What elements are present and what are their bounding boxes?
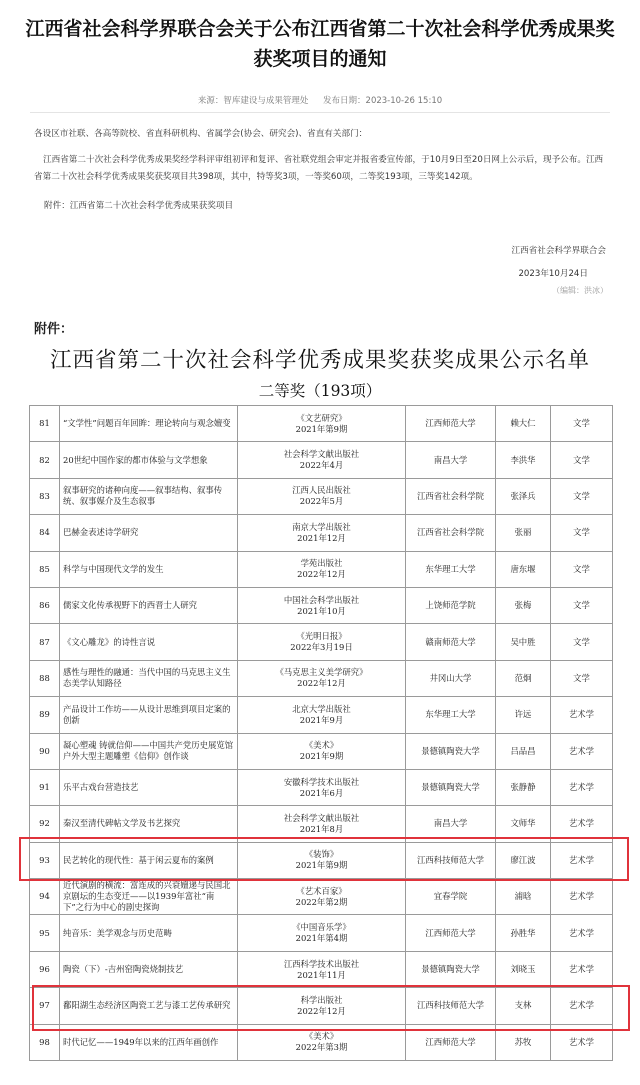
cell-author: 许远 xyxy=(496,697,551,733)
publication-name: 江西人民出版社 xyxy=(292,485,351,496)
table-row xyxy=(30,406,613,442)
cell-author: 刘晓玉 xyxy=(496,951,551,987)
table-row xyxy=(30,660,613,696)
table-row xyxy=(30,951,613,987)
cell-number: 90 xyxy=(30,733,60,769)
cell-title: 时代记忆——1949年以来的江西年画创作 xyxy=(60,1024,238,1060)
cell-title: 科学与中国现代文学的发生 xyxy=(60,551,238,587)
cell-unit: 上饶师范学院 xyxy=(406,587,496,623)
table-row xyxy=(30,697,613,733)
cell-discipline: 文学 xyxy=(551,442,613,478)
notice-body-line2: 省第二十次社会科学优秀成果奖获奖项目共398项，其中，特等奖3项，一等奖60项，二等奖193项，三等奖142项。 xyxy=(34,172,478,182)
publication-name: 学苑出版社 xyxy=(300,558,343,569)
cell-title: 乐平古戏台营造技艺 xyxy=(60,769,238,805)
publication-date: 2021年第9期 xyxy=(295,860,348,871)
cell-unit: 江西省社会科学院 xyxy=(406,478,496,514)
cell-unit: 景德镇陶瓷大学 xyxy=(406,733,496,769)
awards-table xyxy=(29,405,613,1061)
cell-author: 孙胜华 xyxy=(496,915,551,951)
cell-title: 近代演剧的横流：富连成的兴衰嬗递与民国北京剧坛的生态变迁——以1939年富社“南下”之行为中心的剧史探询 xyxy=(60,879,238,915)
table-row xyxy=(30,478,613,514)
cell-number: 82 xyxy=(30,442,60,478)
list-title: 江西省第二十次社会科学优秀成果奖获奖成果公示名单 xyxy=(49,348,590,373)
cell-unit: 井冈山大学 xyxy=(406,660,496,696)
table-row xyxy=(30,879,613,915)
salutation: 各设区市社联、各高等院校、省直科研机构、省属学会(协会、研究会)、省直有关部门： xyxy=(34,129,368,139)
section-title: 二等奖（193项） xyxy=(258,382,382,400)
publication-name: 《文艺研究》 xyxy=(296,412,347,423)
publication-name: 江西科学技术出版社 xyxy=(283,958,360,969)
cell-unit: 江西师范大学 xyxy=(406,1024,496,1060)
cell-number: 97 xyxy=(30,988,60,1024)
publication-name: 南京大学出版社 xyxy=(292,521,351,532)
table-row xyxy=(30,624,613,660)
cell-publication xyxy=(238,769,406,805)
cell-author: 浦晗 xyxy=(496,879,551,915)
cell-title: 叙事研究的诸种向度——叙事结构、叙事传统、叙事媒介及生态叙事 xyxy=(60,478,238,514)
cell-publication xyxy=(238,587,406,623)
publication-date: 2021年8月 xyxy=(299,823,344,834)
cell-unit: 景德镇陶瓷大学 xyxy=(406,951,496,987)
cell-discipline: 文学 xyxy=(551,478,613,514)
notice-body xyxy=(34,152,614,186)
cell-unit: 南昌大学 xyxy=(406,806,496,842)
publication-name: 《装饰》 xyxy=(304,849,339,860)
cell-unit: 南昌大学 xyxy=(406,442,496,478)
cell-number: 98 xyxy=(30,1024,60,1060)
cell-author: 张静静 xyxy=(496,769,551,805)
signature-date: 2023年10月24日 xyxy=(518,269,588,279)
article-meta xyxy=(0,94,640,106)
cell-title: 鄱阳湖生态经济区陶瓷工艺与漆工艺传承研究 xyxy=(60,988,238,1024)
cell-discipline: 文学 xyxy=(551,515,613,551)
table-row xyxy=(30,769,613,805)
cell-title: 巴赫金表述诗学研究 xyxy=(60,515,238,551)
cell-author: 支林 xyxy=(496,988,551,1024)
publication-date: 2021年6月 xyxy=(299,787,344,798)
cell-title: 20世纪中国作家的都市体验与文学想象 xyxy=(60,442,238,478)
cell-discipline: 艺术学 xyxy=(551,733,613,769)
highlight-box-row-97 xyxy=(32,985,630,1031)
cell-unit: 江西科技师范大学 xyxy=(406,988,496,1024)
cell-number: 88 xyxy=(30,660,60,696)
cell-discipline: 艺术学 xyxy=(551,1024,613,1060)
cell-number: 85 xyxy=(30,551,60,587)
cell-author: 张梅 xyxy=(496,587,551,623)
cell-number: 84 xyxy=(30,515,60,551)
table-row xyxy=(30,587,613,623)
cell-publication xyxy=(238,551,406,587)
cell-author: 吴中胜 xyxy=(496,624,551,660)
cell-title: 纯音乐：美学观念与历史范畴 xyxy=(60,915,238,951)
cell-discipline: 文学 xyxy=(551,624,613,660)
cell-number: 83 xyxy=(30,478,60,514)
publication-name: 《美术》 xyxy=(304,740,339,751)
publication-name: 北京大学出版社 xyxy=(292,703,351,714)
cell-author: 廖江波 xyxy=(496,842,551,878)
publication-name: 社会科学文献出版社 xyxy=(283,449,360,460)
cell-title: 凝心塑魂 铸就信仰——中国共产党历史展览馆户外大型主题雕塑《信仰》创作谈 xyxy=(60,733,238,769)
cell-title: 秦汉至清代碑帖文学及书艺探究 xyxy=(60,806,238,842)
publication-name: 《美术》 xyxy=(304,1031,339,1042)
cell-unit: 江西师范大学 xyxy=(406,406,496,442)
cell-unit: 景德镇陶瓷大学 xyxy=(406,769,496,805)
cell-number: 93 xyxy=(30,842,60,878)
cell-unit: 江西省社会科学院 xyxy=(406,515,496,551)
cell-discipline: 艺术学 xyxy=(551,951,613,987)
cell-author: 范炯 xyxy=(496,660,551,696)
cell-title: 民艺转化的现代性：基于闲云夏布的案例 xyxy=(60,842,238,878)
meta-divider xyxy=(30,112,610,113)
cell-publication xyxy=(238,697,406,733)
cell-discipline: 文学 xyxy=(551,587,613,623)
cell-discipline: 文学 xyxy=(551,406,613,442)
cell-publication xyxy=(238,733,406,769)
cell-title: 感性与理性的融通：当代中国的马克思主义生态美学认知路径 xyxy=(60,660,238,696)
cell-unit: 宜春学院 xyxy=(406,879,496,915)
cell-unit: 东华理工大学 xyxy=(406,697,496,733)
cell-publication xyxy=(238,915,406,951)
cell-discipline: 艺术学 xyxy=(551,806,613,842)
attachment-label: 附件： xyxy=(34,322,74,337)
source-label: 来源：智库建设与成果管理处 xyxy=(197,96,309,106)
publication-date: 2022年12月 xyxy=(297,569,346,580)
notice-title xyxy=(0,14,640,74)
cell-number: 89 xyxy=(30,697,60,733)
cell-publication xyxy=(238,624,406,660)
publication-date: 2021年第9期 xyxy=(295,423,348,434)
attachment-reference: 附件：江西省第二十次社会科学优秀成果获奖项目 xyxy=(44,201,234,211)
cell-unit: 东华理工大学 xyxy=(406,551,496,587)
table-row xyxy=(30,551,613,587)
publication-name: 《马克思主义美学研究》 xyxy=(275,667,368,678)
cell-publication xyxy=(238,406,406,442)
publication-date: 2022年第2期 xyxy=(295,896,348,907)
publication-name: 科学出版社 xyxy=(300,994,343,1005)
cell-title: 《文心雕龙》的诗性言说 xyxy=(60,624,238,660)
signature-org: 江西省社会科学界联合会 xyxy=(511,246,606,256)
highlight-box-row-93 xyxy=(19,837,629,881)
cell-discipline: 艺术学 xyxy=(551,915,613,951)
cell-title: 陶瓷（下）-吉州窑陶瓷烧制技艺 xyxy=(60,951,238,987)
cell-author: 唐东堰 xyxy=(496,551,551,587)
publication-date: 2021年10月 xyxy=(297,605,346,616)
cell-unit: 江西科技师范大学 xyxy=(406,842,496,878)
cell-discipline: 文学 xyxy=(551,551,613,587)
publication-date: 2022年12月 xyxy=(297,1005,346,1016)
cell-publication xyxy=(238,879,406,915)
cell-publication xyxy=(238,660,406,696)
cell-author: 张泽兵 xyxy=(496,478,551,514)
publication-date: 2022年12月 xyxy=(297,678,346,689)
cell-number: 87 xyxy=(30,624,60,660)
cell-author: 赖大仁 xyxy=(496,406,551,442)
cell-publication xyxy=(238,478,406,514)
cell-discipline: 艺术学 xyxy=(551,879,613,915)
table-row xyxy=(30,733,613,769)
cell-publication xyxy=(238,442,406,478)
publication-date: 2022年第3期 xyxy=(295,1042,348,1053)
cell-discipline: 文学 xyxy=(551,660,613,696)
publish-time: 发布日期：2023-10-26 15:10 xyxy=(323,96,443,106)
cell-title: 儒家文化传承视野下的西晋士人研究 xyxy=(60,587,238,623)
notice-title-line1: 江西省社会科学界联合会关于公布江西省第二十次社会科学优秀成果奖 xyxy=(25,18,615,40)
table-row xyxy=(30,915,613,951)
cell-number: 96 xyxy=(30,951,60,987)
table-row xyxy=(30,442,613,478)
cell-title: “文学性”问题百年回眸：理论转向与观念嬗变 xyxy=(60,406,238,442)
cell-unit: 赣南师范大学 xyxy=(406,624,496,660)
publication-date: 2021年12月 xyxy=(297,532,346,543)
cell-title: 产品设计工作坊——从设计思维到项目定案的创新 xyxy=(60,697,238,733)
cell-publication xyxy=(238,951,406,987)
cell-author: 张丽 xyxy=(496,515,551,551)
cell-number: 81 xyxy=(30,406,60,442)
cell-number: 91 xyxy=(30,769,60,805)
cell-discipline: 艺术学 xyxy=(551,769,613,805)
cell-author: 苏牧 xyxy=(496,1024,551,1060)
editor-note: （编辑：洪冰） xyxy=(552,286,608,295)
notice-body-line1: 江西省第二十次社会科学优秀成果奖经学科评审组初评和复评、省社联党组会审定并报省委宣传部，于10月9日至20日网上公示后，现予公布。江西 xyxy=(43,155,604,165)
cell-number: 94 xyxy=(30,879,60,915)
cell-author: 文师华 xyxy=(496,806,551,842)
cell-number: 92 xyxy=(30,806,60,842)
publication-name: 《光明日报》 xyxy=(296,631,347,642)
publication-name: 《中国音乐学》 xyxy=(292,922,351,933)
publication-date: 2021年9期 xyxy=(299,751,344,762)
publication-date: 2021年第4期 xyxy=(295,933,348,944)
cell-discipline: 艺术学 xyxy=(551,697,613,733)
publication-date: 2022年5月 xyxy=(299,496,344,507)
table-row xyxy=(30,515,613,551)
publication-date: 2021年9月 xyxy=(299,714,344,725)
cell-unit: 江西师范大学 xyxy=(406,915,496,951)
cell-number: 86 xyxy=(30,587,60,623)
cell-author: 吕品昌 xyxy=(496,733,551,769)
publication-date: 2022年3月19日 xyxy=(290,642,353,653)
cell-number: 95 xyxy=(30,915,60,951)
cell-discipline: 艺术学 xyxy=(551,988,613,1024)
notice-title-line2: 获奖项目的通知 xyxy=(253,48,387,70)
publication-date: 2021年11月 xyxy=(297,969,346,980)
cell-publication xyxy=(238,515,406,551)
cell-author: 李洪华 xyxy=(496,442,551,478)
publication-name: 安徽科学技术出版社 xyxy=(283,776,360,787)
cell-discipline: 艺术学 xyxy=(551,842,613,878)
publication-date: 2022年4月 xyxy=(299,460,344,471)
publication-name: 中国社会科学出版社 xyxy=(283,594,360,605)
publication-name: 《艺术百家》 xyxy=(296,885,347,896)
publication-name: 社会科学文献出版社 xyxy=(283,812,360,823)
